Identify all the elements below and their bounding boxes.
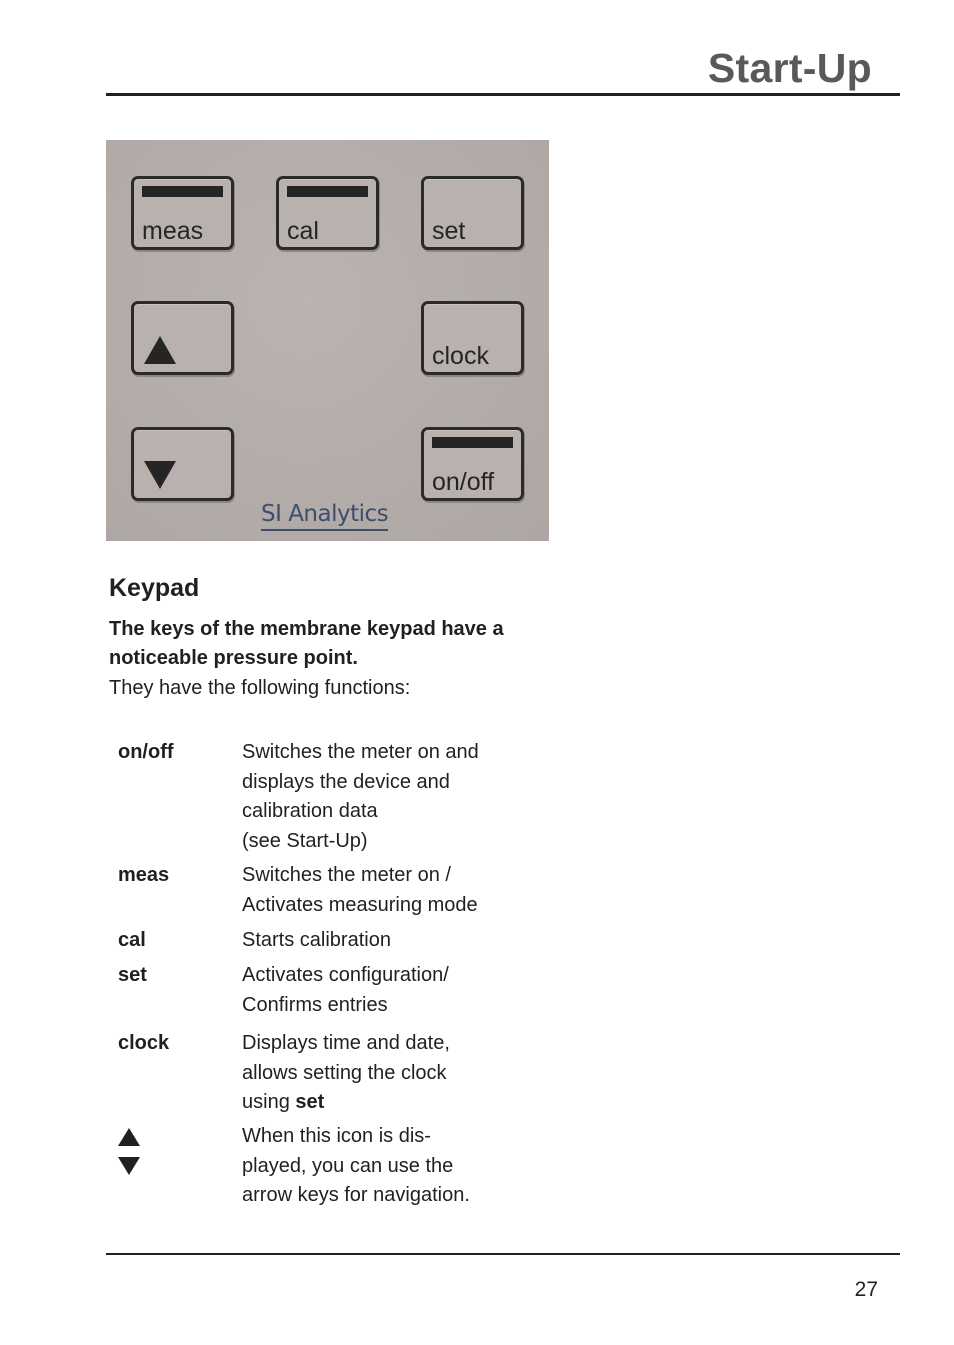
keypad-photo — [106, 140, 549, 541]
function-key-cal: cal — [118, 929, 146, 951]
header-rule — [106, 93, 900, 96]
key-label-meas: meas — [142, 217, 204, 245]
meas-key — [131, 176, 234, 250]
down-arrow-icon — [144, 461, 176, 489]
key-label-set: set — [432, 217, 466, 245]
key-label-cal: cal — [287, 217, 319, 245]
function-key-meas: meas — [118, 864, 170, 886]
key-indicator-bar — [287, 186, 368, 197]
section-heading: Keypad — [109, 574, 200, 602]
intro-bold-text: The keys of the membrane keypad have a noticeable pressure point. — [109, 618, 504, 669]
cal-key — [276, 176, 379, 250]
function-desc-clock-bold: set — [295, 1091, 325, 1113]
function-desc-onoff: Switches the meter on and displays the device and calibration data (see Start-Up) — [242, 741, 479, 852]
down-key — [131, 427, 234, 501]
up-arrow-icon — [118, 1128, 140, 1146]
function-key-set: set — [118, 964, 147, 986]
function-desc-meas: Switches the meter on / Activates measuring mode — [242, 864, 478, 916]
function-key-onoff: on/off — [118, 741, 174, 763]
up-key — [131, 301, 234, 375]
function-desc-arrows: When this icon is dis- played, you can use the arrow keys for navigation. — [242, 1125, 470, 1206]
function-desc-cal: Starts calibration — [242, 929, 391, 951]
intro-text: They have the following functions: — [109, 677, 411, 699]
footer-rule — [106, 1253, 900, 1255]
function-key-clock: clock — [118, 1032, 170, 1054]
onoff-key — [421, 427, 524, 501]
brand-logo: SI Analytics — [261, 500, 388, 531]
key-label-clock: clock — [432, 342, 489, 370]
up-arrow-icon — [144, 336, 176, 364]
page-title: Start-Up — [707, 45, 872, 91]
key-indicator-bar — [142, 186, 223, 197]
clock-key — [421, 301, 524, 375]
function-desc-set: Activates configuration/ Confirms entries — [242, 964, 449, 1016]
down-arrow-icon — [118, 1157, 140, 1175]
function-desc-clock — [242, 1029, 542, 1118]
set-key — [421, 176, 524, 250]
page-number: 27 — [854, 1278, 878, 1301]
function-desc-clock-text: Displays time and date, allows setting the clock using — [242, 1032, 450, 1113]
key-indicator-bar — [432, 437, 513, 448]
key-label-onoff: on/off — [432, 468, 495, 496]
